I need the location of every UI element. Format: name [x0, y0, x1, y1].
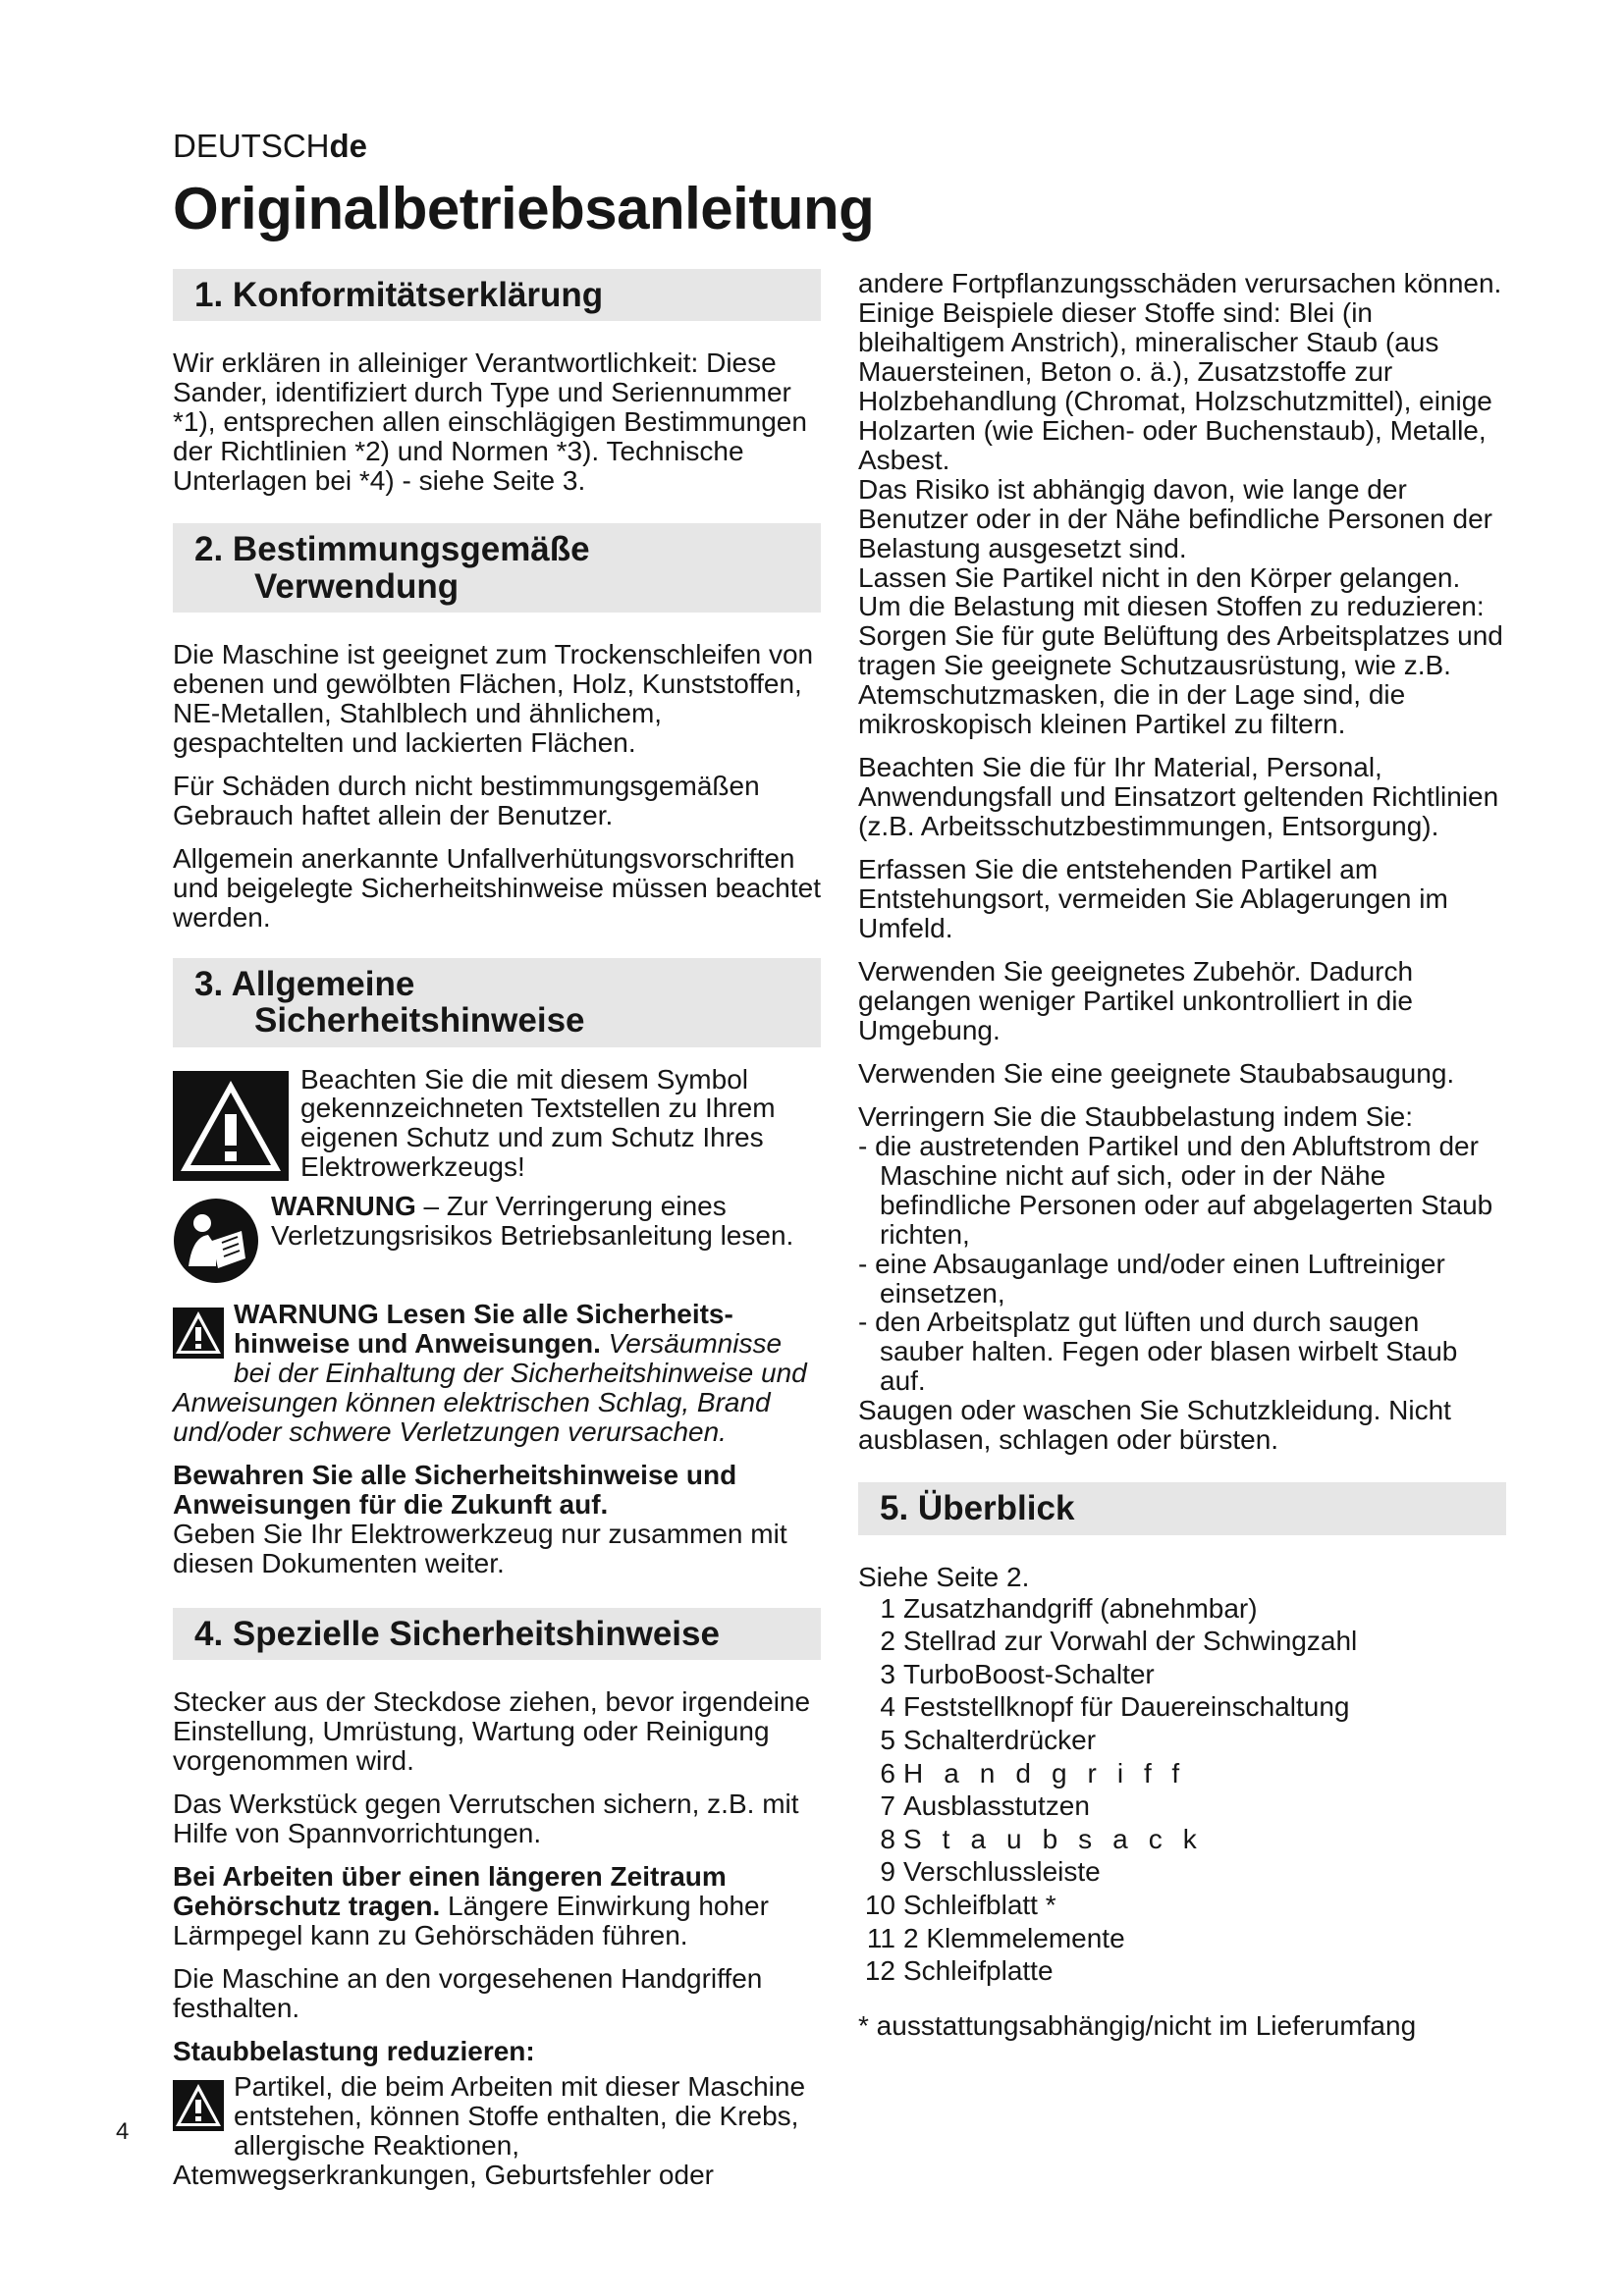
list-item: 7 Ausblasstutzen	[880, 1790, 1090, 1822]
warning-triangle-icon	[173, 2080, 224, 2131]
overview-intro: Siehe Seite 2.	[858, 1561, 1030, 1592]
dust-continued: Erfassen Sie die entstehenden Partikel am Entstehungsort, vermeiden Sie Ablagerungen im Umfeld.	[858, 854, 1448, 944]
list-item: 11 2 Klemmelemente	[866, 1922, 1125, 1953]
list-item: 1 Zusatzhandgriff (abnehmbar)	[880, 1592, 1258, 1624]
list-item: 9 Verschlussleiste	[880, 1856, 1101, 1888]
section-1-heading: 1. Konformitätserklärung	[173, 269, 821, 321]
dust-bullet: - den Arbeitsplatz gut lüften und durch saugen sauber halten. Fegen oder blasen wirbelt Staub auf.	[858, 1307, 1458, 1397]
warning-symbol-note	[173, 1065, 821, 1183]
section-2-paragraph: Für Schäden durch nicht bestimmungsgemäßen Gebrauch haftet allein der Benutzer.	[173, 770, 760, 830]
dust-continued: andere Fortpflanzungsschäden verursachen können. Einige Beispiele dieser Stoffe sind: Blei (in bleihaltigem Anstrich), mineralischer Staub (aus Mauersteinen, Beton o. ä.), Zusatzstoffe zur Holzbehandlung (Chromat, Holzschutzmittel), einige Holzarten (wie Eichen- oder Buchenstaub), Metalle, Asbest.	[858, 268, 1502, 475]
section-4-paragraph: Bei Arbeiten über einen längeren Zeitraum Gehörschutz tragen. Längere Einwirkung hoher Lärmpegel kann zu Gehörschäden führen.	[173, 1861, 769, 1951]
dust-heading: Staubbelastung reduzieren:	[173, 2035, 535, 2066]
section-4-paragraph: Die Maschine an den vorgesehenen Handgriffen festhalten.	[173, 1962, 763, 2023]
dust-continued: Das Risiko ist abhängig davon, wie lange der Benutzer oder in der Nähe befindliche Personen der Belastung ausgesetzt sind.	[858, 473, 1492, 563]
section-4-paragraph: Stecker aus der Steckdose ziehen, bevor irgendeine Einstellung, Umrüstung, Wartung oder Reinigung vorgenommen wird.	[173, 1686, 811, 1777]
dust-continued: Verwenden Sie eine geeignete Staubabsaugung.	[858, 1057, 1455, 1089]
overview-list	[858, 1592, 1506, 1988]
list-item: 12 Schleifplatte	[864, 1955, 1054, 1987]
dust-bullet: - die austretenden Partikel und den Abluftstrom der Maschine nicht auf sich, oder in der Nähe befindliche Personen oder auf abgelagerten Staub richten,	[858, 1130, 1493, 1250]
overview-footnote: * ausstattungsabhängig/nicht im Lieferumfang	[858, 2009, 1417, 2041]
section-2-heading: 2. Bestimmungsgemäße Verwendung	[173, 523, 821, 613]
dust-continued: Saugen oder waschen Sie Schutzkleidung. Nicht ausblasen, schlagen oder bürsten.	[858, 1395, 1451, 1456]
warning-symbol-text: Beachten Sie die mit diesem Symbol gekennzeichneten Textstellen zu Ihrem eigenen Schutz und zum Schutz Ihres Elektrowerkzeugs!	[300, 1063, 776, 1183]
page-title: Originalbetriebsanleitung	[173, 176, 875, 241]
dust-bullet: - eine Absauganlage und/oder einen Luftreiniger einsetzen,	[858, 1248, 1445, 1308]
dust-continued: Verwenden Sie geeignetes Zubehör. Dadurch gelangen weniger Partikel unkontrolliert in die Umgebung.	[858, 955, 1414, 1045]
left-column	[173, 269, 821, 2204]
language-label: DEUTSCHde	[173, 128, 368, 164]
list-item: 3 TurboBoost-Schalter	[880, 1658, 1155, 1689]
dust-continued: Um die Belastung mit diesen Stoffen zu reduzieren: Sorgen Sie für gute Belüftung des Arbeitsplatzes und tragen Sie geeignete Schutzausrüstung, wie z.B. Atemschutzmasken, die in der Lage sind, die mikroskopisch kleinen Partikel zu filtern.	[858, 591, 1503, 740]
section-2-paragraph: Die Maschine ist geeignet zum Trockenschleifen von ebenen und gewölbten Flächen, Holz, Kunststoffen, NE-Metallen, Stahlblech und ähnlichem, gespachtelten und lackierten Flächen.	[173, 639, 814, 758]
dust-continued: Beachten Sie die für Ihr Material, Personal, Anwendungsfall und Einsatzort geltenden Richtlinien (z.B. Arbeitsschutzbestimmungen, Entsorgung).	[858, 752, 1499, 842]
list-item: 5 Schalterdrücker	[880, 1724, 1097, 1755]
section-4-heading: 4. Spezielle Sicherheitshinweise	[173, 1608, 821, 1660]
keep-instructions: Bewahren Sie alle Sicherheitshinweise und Anweisungen für die Zukunft auf. Geben Sie Ihr Elektrowerkzeug nur zusammen mit diesen Dokumenten weiter.	[173, 1460, 787, 1578]
dust-continued: Verringern Sie die Staubbelastung indem Sie:	[858, 1100, 1414, 1132]
warning-triangle-icon	[173, 1071, 289, 1181]
list-item: 10 Schleifblatt *	[864, 1889, 1056, 1920]
section-1-text: Wir erklären in alleiniger Verantwortlichkeit: Diese Sander, identifiziert durch Type und Seriennummer *1), entsprechen allen einschlägigen Bestimmungen der Richtlinien *2) und Normen *3). Technische Unterlagen bei *4) - siehe Seite 3.	[173, 347, 807, 497]
read-manual-icon	[173, 1198, 259, 1284]
section-3-heading: 3. Allgemeine Sicherheitshinweise	[173, 958, 821, 1047]
list-item: 8 Staubsack	[880, 1823, 1218, 1854]
dust-warning: Partikel, die beim Arbeiten mit dieser Maschine entstehen, können Stoffe enthalten, die Krebs, allergische Reaktionen, Atemwegserkrankungen, Geburtsfehler oder	[173, 2070, 806, 2190]
read-manual-text: WARNUNG – Zur Verringerung eines Verletzungsrisikos Betriebsanleitung lesen.	[271, 1191, 794, 1252]
dust-continued: Lassen Sie Partikel nicht in den Körper gelangen.	[858, 561, 1461, 593]
section-2-paragraph: Allgemein anerkannte Unfallverhütungsvorschriften und beigelegte Sicherheitshinweise müssen beachtet werden.	[173, 842, 821, 933]
section-4-paragraph: Das Werkstück gegen Verrutschen sichern, z.B. mit Hilfe von Spannvorrichtungen.	[173, 1789, 799, 1849]
right-column	[858, 269, 1506, 2055]
list-item: 4 Feststellknopf für Dauereinschaltung	[880, 1691, 1350, 1723]
page-number: 4	[116, 2118, 130, 2145]
general-warning: WARNUNG Lesen Sie alle Sicherheits-hinweise und Anweisungen. Versäumnisse bei der Einhaltung der Sicherheitshinweise und Anweisungen können elektrischen Schlag, Brand und/oder schwere Verletzungen verursachen.	[173, 1299, 807, 1448]
section-5-heading: 5. Überblick	[858, 1482, 1506, 1534]
read-manual-note	[173, 1192, 821, 1284]
list-item: 2 Stellrad zur Vorwahl der Schwingzahl	[880, 1626, 1358, 1657]
warning-triangle-icon	[173, 1308, 224, 1359]
list-item: 6 Handgriff	[880, 1757, 1201, 1789]
